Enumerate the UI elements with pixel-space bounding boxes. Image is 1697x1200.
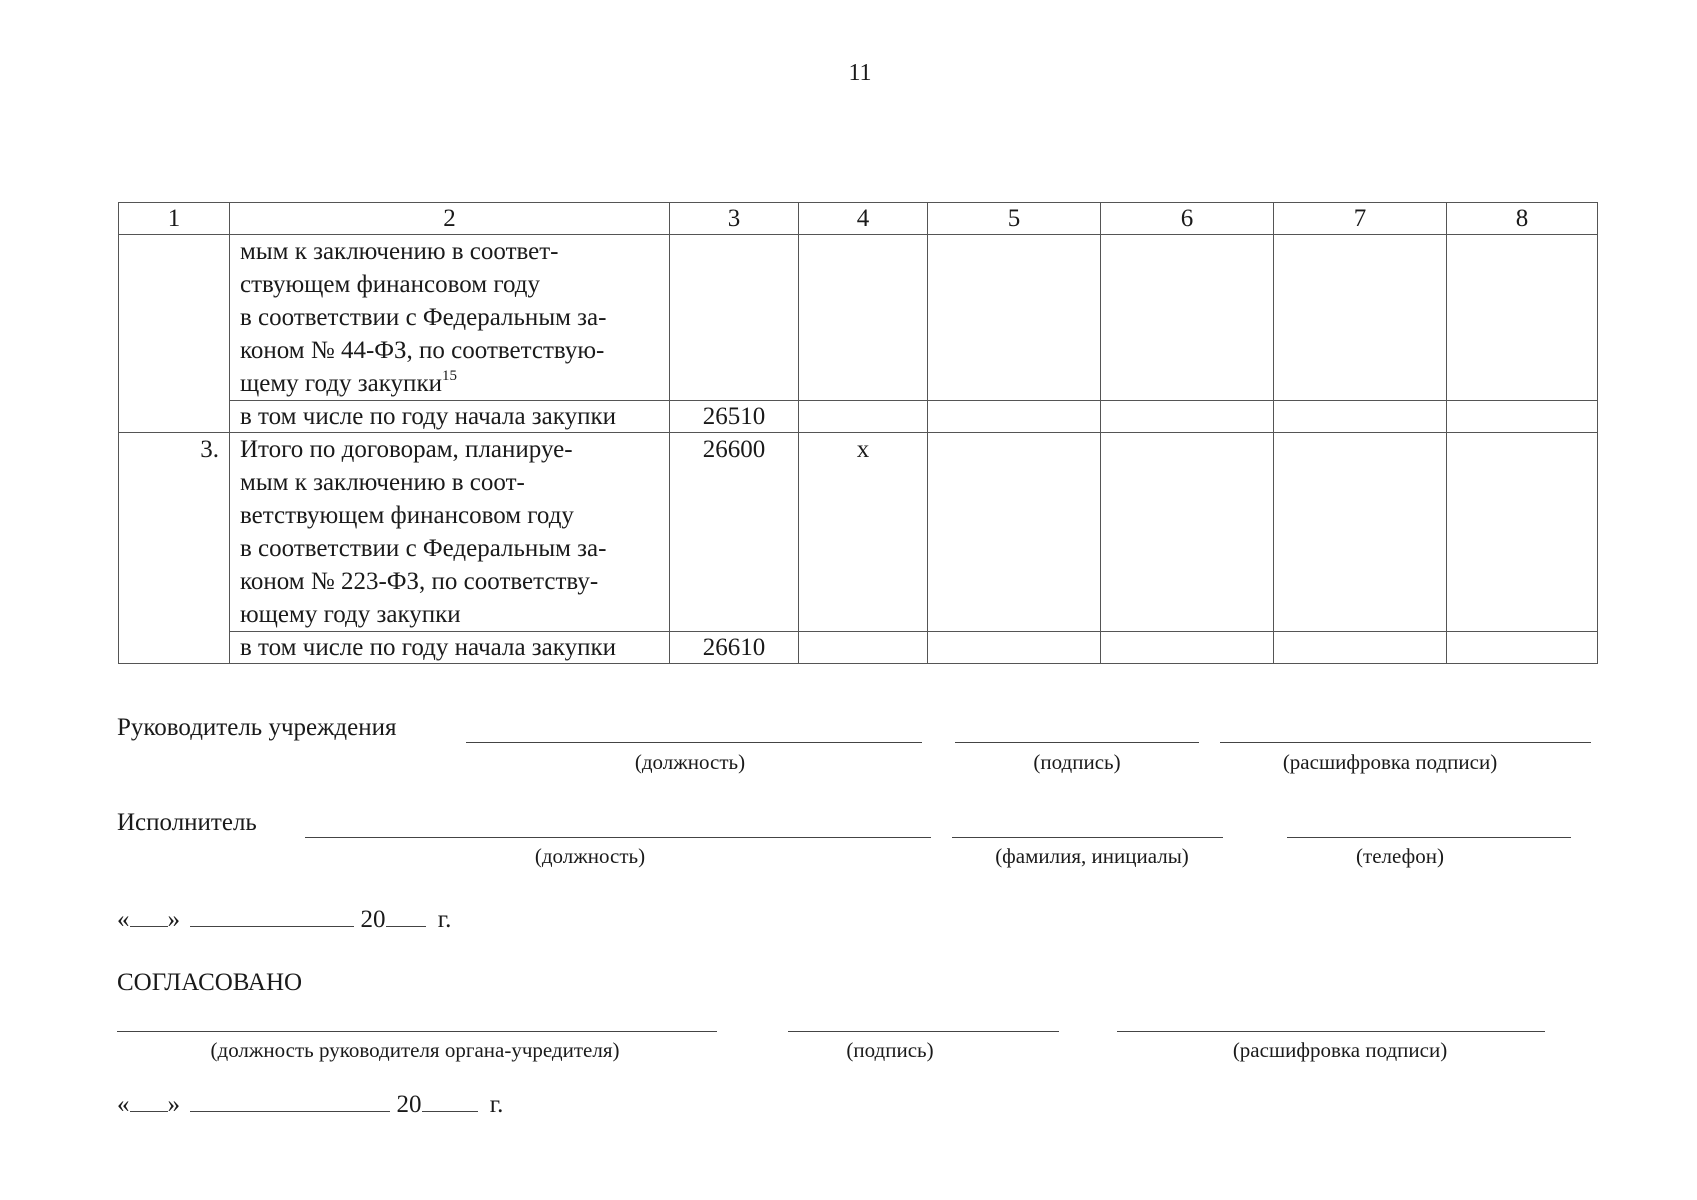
header-cell: 5 [928,203,1101,235]
data-cell [928,401,1101,433]
data-cell [799,401,928,433]
header-cell: 7 [1274,203,1447,235]
executor-caption-phone: (телефон) [1356,844,1444,868]
head-label: Руководитель учреждения [117,714,397,741]
data-cell [1274,433,1447,632]
header-cell: 1 [119,203,230,235]
approved-position-line [117,1031,717,1032]
data-cell [928,433,1101,632]
year-blank [422,1089,478,1112]
table-row [119,401,1598,433]
table-row [119,433,1598,632]
head-signature-line [955,742,1199,743]
data-cell [1101,401,1274,433]
data-cell [1447,401,1598,433]
data-cell [1274,235,1447,401]
day-blank [130,904,168,927]
row-description-cell: в том числе по году начала закупки [230,401,670,433]
data-cell [1274,632,1447,664]
head-caption-decoding: (расшифровка подписи) [1282,750,1498,774]
table-header-row [119,203,1598,235]
row-description-cell: Итого по договорам, планируе- мым к заключению в соот- ветствующем финансовом году в соответствии с Федеральным за- коном № 223-ФЗ, по соответству- ющему году закупки [230,433,670,632]
approved-label: СОГЛАСОВАНО [117,969,303,996]
data-cell [1447,632,1598,664]
approved-caption-signature: (подпись) [846,1038,934,1062]
header-cell: 4 [799,203,928,235]
executor-name-line [952,837,1223,838]
executor-caption-position: (должность) [534,844,646,868]
data-cell [928,632,1101,664]
year-blank [386,904,426,927]
head-caption-signature: (подпись) [1033,750,1121,774]
head-position-line [466,742,922,743]
data-cell [1447,433,1598,632]
executor-phone-line [1287,837,1571,838]
data-cell: х [799,433,928,632]
page-number: 11 [848,60,872,86]
data-cell [1101,433,1274,632]
executor-label: Исполнитель [117,809,257,836]
month-blank [190,1089,390,1112]
header-cell: 8 [1447,203,1598,235]
approved-caption-position: (должность руководителя органа-учредителя) [210,1038,620,1062]
table-row [119,235,1598,401]
data-cell [1101,235,1274,401]
executor-position-line [305,837,931,838]
header-cell: 6 [1101,203,1274,235]
code-cell: 26510 [670,401,799,433]
month-blank [190,904,354,927]
executor-caption-name: (фамилия, инициалы) [995,844,1189,868]
data-cell [799,235,928,401]
code-cell [670,235,799,401]
data-cell [1274,401,1447,433]
data-cell [1447,235,1598,401]
day-blank [130,1089,168,1112]
footnote-marker: 15 [441,368,457,384]
code-cell: 26610 [670,632,799,664]
header-cell: 3 [670,203,799,235]
row-number-cell [119,235,230,433]
approved-caption-decoding: (расшифровка подписи) [1232,1038,1448,1062]
data-cell [799,632,928,664]
date-line-1: « » 20 г. [117,906,452,933]
row-number-cell: 3. [119,433,230,664]
data-cell [1101,632,1274,664]
row-description-cell: в том числе по году начала закупки [230,632,670,664]
head-decoding-line [1220,742,1591,743]
row-description-cell: мым к заключению в соответ- ствующем финансовом году в соответствии с Федеральным за- коном № 44-ФЗ, по соответствую- щему году закупки$^{15}$ [230,235,670,401]
report-table [118,202,1598,664]
approved-signature-line [788,1031,1059,1032]
approved-decoding-line [1117,1031,1545,1032]
head-caption-position: (должность) [634,750,746,774]
header-cell: 2 [230,203,670,235]
code-cell: 26600 [670,433,799,632]
table-row [119,632,1598,664]
data-cell [928,235,1101,401]
date-line-2: « » 20 г. [117,1091,504,1118]
